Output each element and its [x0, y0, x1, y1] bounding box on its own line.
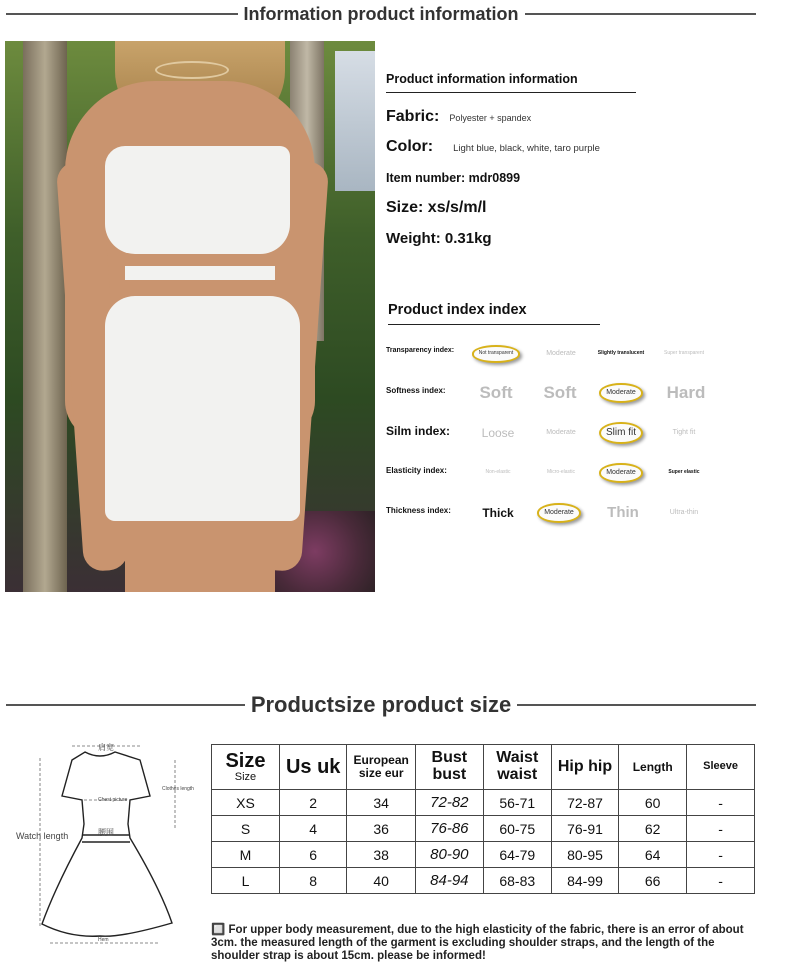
index-label: Silm index:: [386, 424, 451, 438]
item-number: Item number: mdr0899: [386, 171, 521, 185]
index-option-selected: [591, 416, 651, 450]
product-photo: [5, 41, 375, 592]
index-option-selected: [529, 496, 589, 530]
table-row: [212, 842, 755, 868]
cell-hip: 76-91: [551, 816, 618, 842]
weight: Weight: 0.31kg: [386, 230, 492, 247]
index-option: Thick: [482, 505, 514, 520]
table-header-row: [212, 745, 755, 790]
photo-dress-skirt: [105, 296, 300, 521]
cell-waist: 56-71: [483, 790, 551, 816]
cell-sleeve: -: [687, 790, 755, 816]
index-option: Micro-elastic: [546, 469, 576, 476]
cell-sleeve: -: [687, 868, 755, 894]
color-value: Light blue, black, white, taro purple: [453, 143, 600, 154]
cell-hip: 72-87: [551, 790, 618, 816]
cell-length: 64: [619, 842, 687, 868]
index-option: Non-elastic: [485, 469, 511, 476]
index-row-elasticity: [386, 456, 716, 490]
cell-eu: 36: [347, 816, 416, 842]
cell-us: 6: [279, 842, 346, 868]
index-option: Slightly translucent: [597, 350, 645, 357]
table-row: [212, 868, 755, 894]
color-label: Color:: [386, 138, 434, 155]
header-size-sub: Size: [234, 770, 257, 783]
photo-tree-trunk: [23, 41, 67, 592]
cell-us: 2: [279, 790, 346, 816]
header-hip: Hip hip: [551, 745, 618, 790]
option-text: Moderate: [599, 383, 643, 402]
index-option: Soft: [479, 383, 513, 403]
cell-length: 66: [619, 868, 687, 894]
color-row: [386, 138, 600, 156]
photo-dress-top: [105, 146, 290, 254]
fabric-value: Polyester + spandex: [449, 113, 532, 123]
cell-hip: 80-95: [551, 842, 618, 868]
hem-label: Hem: [98, 937, 109, 943]
index-option: Super elastic: [668, 469, 700, 476]
section-title-text: Information product information: [243, 3, 519, 24]
index-option: Moderate: [546, 429, 576, 437]
index-heading: Product index index: [388, 302, 600, 325]
photo-choker: [155, 61, 229, 79]
table-row: [212, 790, 755, 816]
waist-label: 腰围: [98, 828, 114, 837]
photo-dress-band: [125, 266, 275, 280]
index-option: Moderate: [546, 350, 576, 358]
title-rule-left: [6, 704, 245, 706]
index-option-selected: [591, 376, 651, 410]
title-rule-left: [6, 13, 238, 15]
photo-legs: [125, 511, 275, 592]
cell-sleeve: -: [687, 816, 755, 842]
index-label: Softness index:: [386, 386, 446, 395]
index-row-softness: [386, 376, 716, 410]
index-option-selected: [466, 337, 526, 371]
fabric-row: [386, 108, 531, 126]
header-length: Length: [619, 745, 687, 790]
cell-eu: 38: [347, 842, 416, 868]
cell-eu: 34: [347, 790, 416, 816]
header-bust: Bust bust: [415, 745, 483, 790]
index-row-thickness: [386, 496, 716, 530]
cell-waist: 68-83: [483, 868, 551, 894]
cell-length: 62: [619, 816, 687, 842]
length-label: Clothes length: [162, 786, 194, 792]
title-rule-right: [525, 13, 757, 15]
section-title-text: Productsize product size: [250, 692, 512, 717]
header-eu: European size eur: [347, 745, 416, 790]
size-table: [211, 744, 755, 894]
index-option: Super transparent: [663, 350, 705, 357]
cell-size: S: [212, 816, 280, 842]
size-list: Size: xs/s/m/l: [386, 199, 487, 216]
cell-size: M: [212, 842, 280, 868]
cell-us: 4: [279, 816, 346, 842]
header-size: [212, 745, 280, 790]
section-title-information: [0, 2, 788, 26]
table-row: [212, 816, 755, 842]
index-row-transparency: [386, 337, 716, 371]
cell-length: 60: [619, 790, 687, 816]
cell-hip: 84-99: [551, 868, 618, 894]
index-option: Ultra-thin: [669, 509, 699, 517]
measurement-note: 🔲 For upper body measurement, due to the high elasticity of the fabric, there is an error of about 3cm. the measured length of the garment is excluding shoulder straps, and the length of the shoulder strap is about 15cm. please be informed!: [211, 924, 744, 963]
header-waist: Waist waist: [483, 745, 551, 790]
dress-outline-drawing: [10, 738, 205, 952]
cell-sleeve: -: [687, 842, 755, 868]
cell-waist: 60-75: [483, 816, 551, 842]
cell-size: L: [212, 868, 280, 894]
option-text: Moderate: [537, 503, 581, 522]
cell-bust: 80-90: [415, 842, 483, 868]
option-text: Not transparent: [472, 345, 520, 362]
cell-bust: 84-94: [415, 868, 483, 894]
index-label: Transparency index:: [386, 347, 455, 354]
index-label: Elasticity index:: [386, 466, 447, 475]
header-us: Us uk: [279, 745, 346, 790]
index-option: Hard: [666, 383, 706, 403]
header-sleeve: Sleeve: [687, 745, 755, 790]
photo-sky: [335, 51, 375, 191]
cell-bust: 72-82: [415, 790, 483, 816]
option-text: Slim fit: [599, 422, 643, 445]
watch-length-label: Watch length: [16, 831, 69, 841]
bust-label: Chest picture: [98, 797, 128, 803]
cell-us: 8: [279, 868, 346, 894]
shoulder-label: 肩宽: [98, 743, 114, 752]
size-diagram: [10, 738, 205, 952]
header-size-text: Size: [225, 749, 266, 772]
cell-size: XS: [212, 790, 280, 816]
info-heading: Product information information: [386, 72, 636, 93]
index-option: Tight fit: [672, 429, 696, 437]
index-label: Thickness index:: [386, 506, 451, 515]
cell-eu: 40: [347, 868, 416, 894]
cell-bust: 76-86: [415, 816, 483, 842]
fabric-label: Fabric:: [386, 108, 440, 125]
title-rule-right: [517, 704, 756, 706]
section-title-size: [0, 690, 788, 720]
index-option-selected: [591, 456, 651, 490]
index-option: Thin: [607, 504, 639, 522]
index-option: Loose: [481, 425, 515, 440]
cell-waist: 64-79: [483, 842, 551, 868]
option-text: Moderate: [599, 463, 643, 482]
index-option: Soft: [543, 383, 577, 403]
index-row-slim: [386, 416, 716, 450]
